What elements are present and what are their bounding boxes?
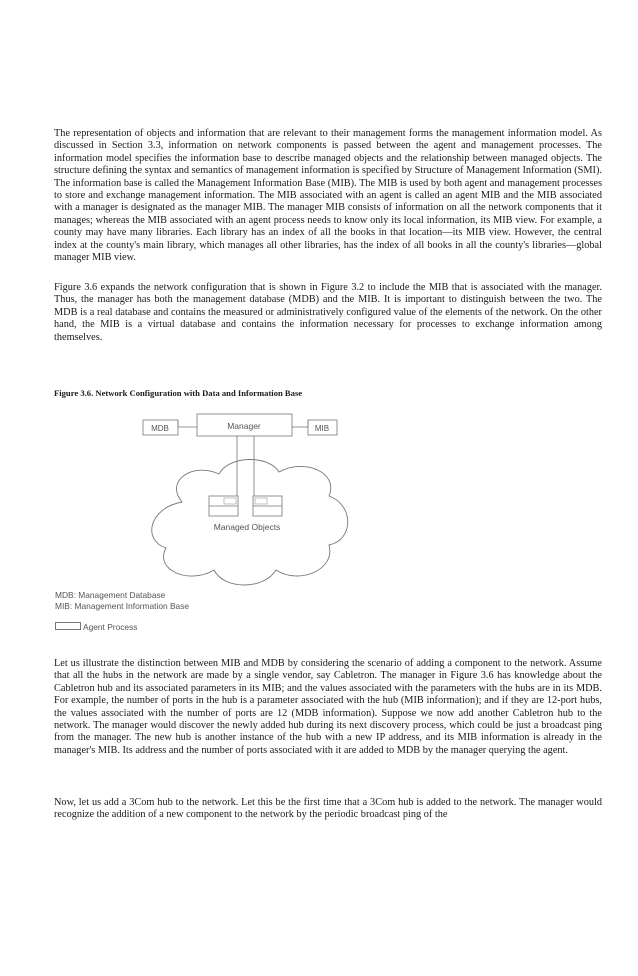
network-configuration-diagram [54, 400, 602, 650]
legend-mib: MIB: Management Information Base [55, 601, 190, 611]
agent-process-box-left [224, 498, 236, 504]
paragraph-3com-hub: Now, let us add a 3Com hub to the network. Let this be the first time that a 3Com hub is added to the network. The manager would recognize the addition of a new component to the network by the periodic broadcast ping of the [54, 797, 602, 821]
figure-caption: Figure 3.6. Network Configuration with Data and Information Base [54, 388, 303, 398]
managed-objects-label: Managed Objects [213, 522, 281, 532]
legend-mdb: MDB: Management Database [55, 590, 166, 600]
paragraph-information-model: The representation of objects and information that are relevant to their management forms the management information model. As discussed in Section 3.3, information on network components is passed between the agent and management processes. The information model specifies the information base to describe managed objects and the relationship between managed objects. The structure defining the syntax and semantics of management information is specified by Structure of Management Information (SMI). The information base is called the Management Information Base (MIB). The MIB is used by both agent and management processes to store and exchange management information. The MIB associated with an agent is called an agent MIB and the MIB associated with a manager is designated as the manager MIB. The manager MIB consists of information on all the network components that it manages; whereas the MIB associated with an agent process needs to know only its local information, its MIB view. For example, a county may have many libraries. Each library has an index of all the books in that location—its MIB view. However, the central index at the county's main library, which manages all other libraries, has the index of all books in all the county's libraries—global manager MIB view. [54, 128, 602, 264]
legend-agent-process: Agent Process [83, 622, 138, 632]
paragraph-figure-description: Figure 3.6 expands the network configuration that is shown in Figure 3.2 to include the MIB that is associated with the manager. Thus, the manager has both the management database (MDB) and the MIB. It is important to distinguish between the two. The MDB is a real database and contains the measured or administratively configured value of the elements of the network. On the other hand, the MIB is a virtual database and contains the information necessary for processes to exchange information among themselves. [54, 282, 602, 343]
mib-label: MIB [314, 424, 330, 433]
paragraph-mib-mdb-distinction: Let us illustrate the distinction between MIB and MDB by considering the scenario of adding a component to the network. Assume that all the hubs in the network are made by a single vendor, say Cabletron. The manager in Figure 3.6 has knowledge about the Cabletron hub and its associated parameters in its MIB; and the values associated with the parameters with the hubs are in its MDB. For example, the number of ports in the hub is a parameter associated with the hub (MIB information); and if they are 12-port hubs, the values associated with the number of ports are 12 (MDB information). Suppose we now add another Cabletron hub to the network. The manager would discover the newly added hub during its next discovery process, which could be just a broadcast ping from the manager. The new hub is another instance of the hub with a new IP address, and its MIB information is already in the manager's MIB. Its address and the number of ports associated with it are added to MDB by the manager querying the agent. [54, 658, 602, 756]
mdb-label: MDB [151, 424, 169, 433]
agent-process-legend-swatch [55, 622, 81, 630]
manager-label: Manager [227, 421, 261, 431]
agent-process-box-right [255, 498, 267, 504]
